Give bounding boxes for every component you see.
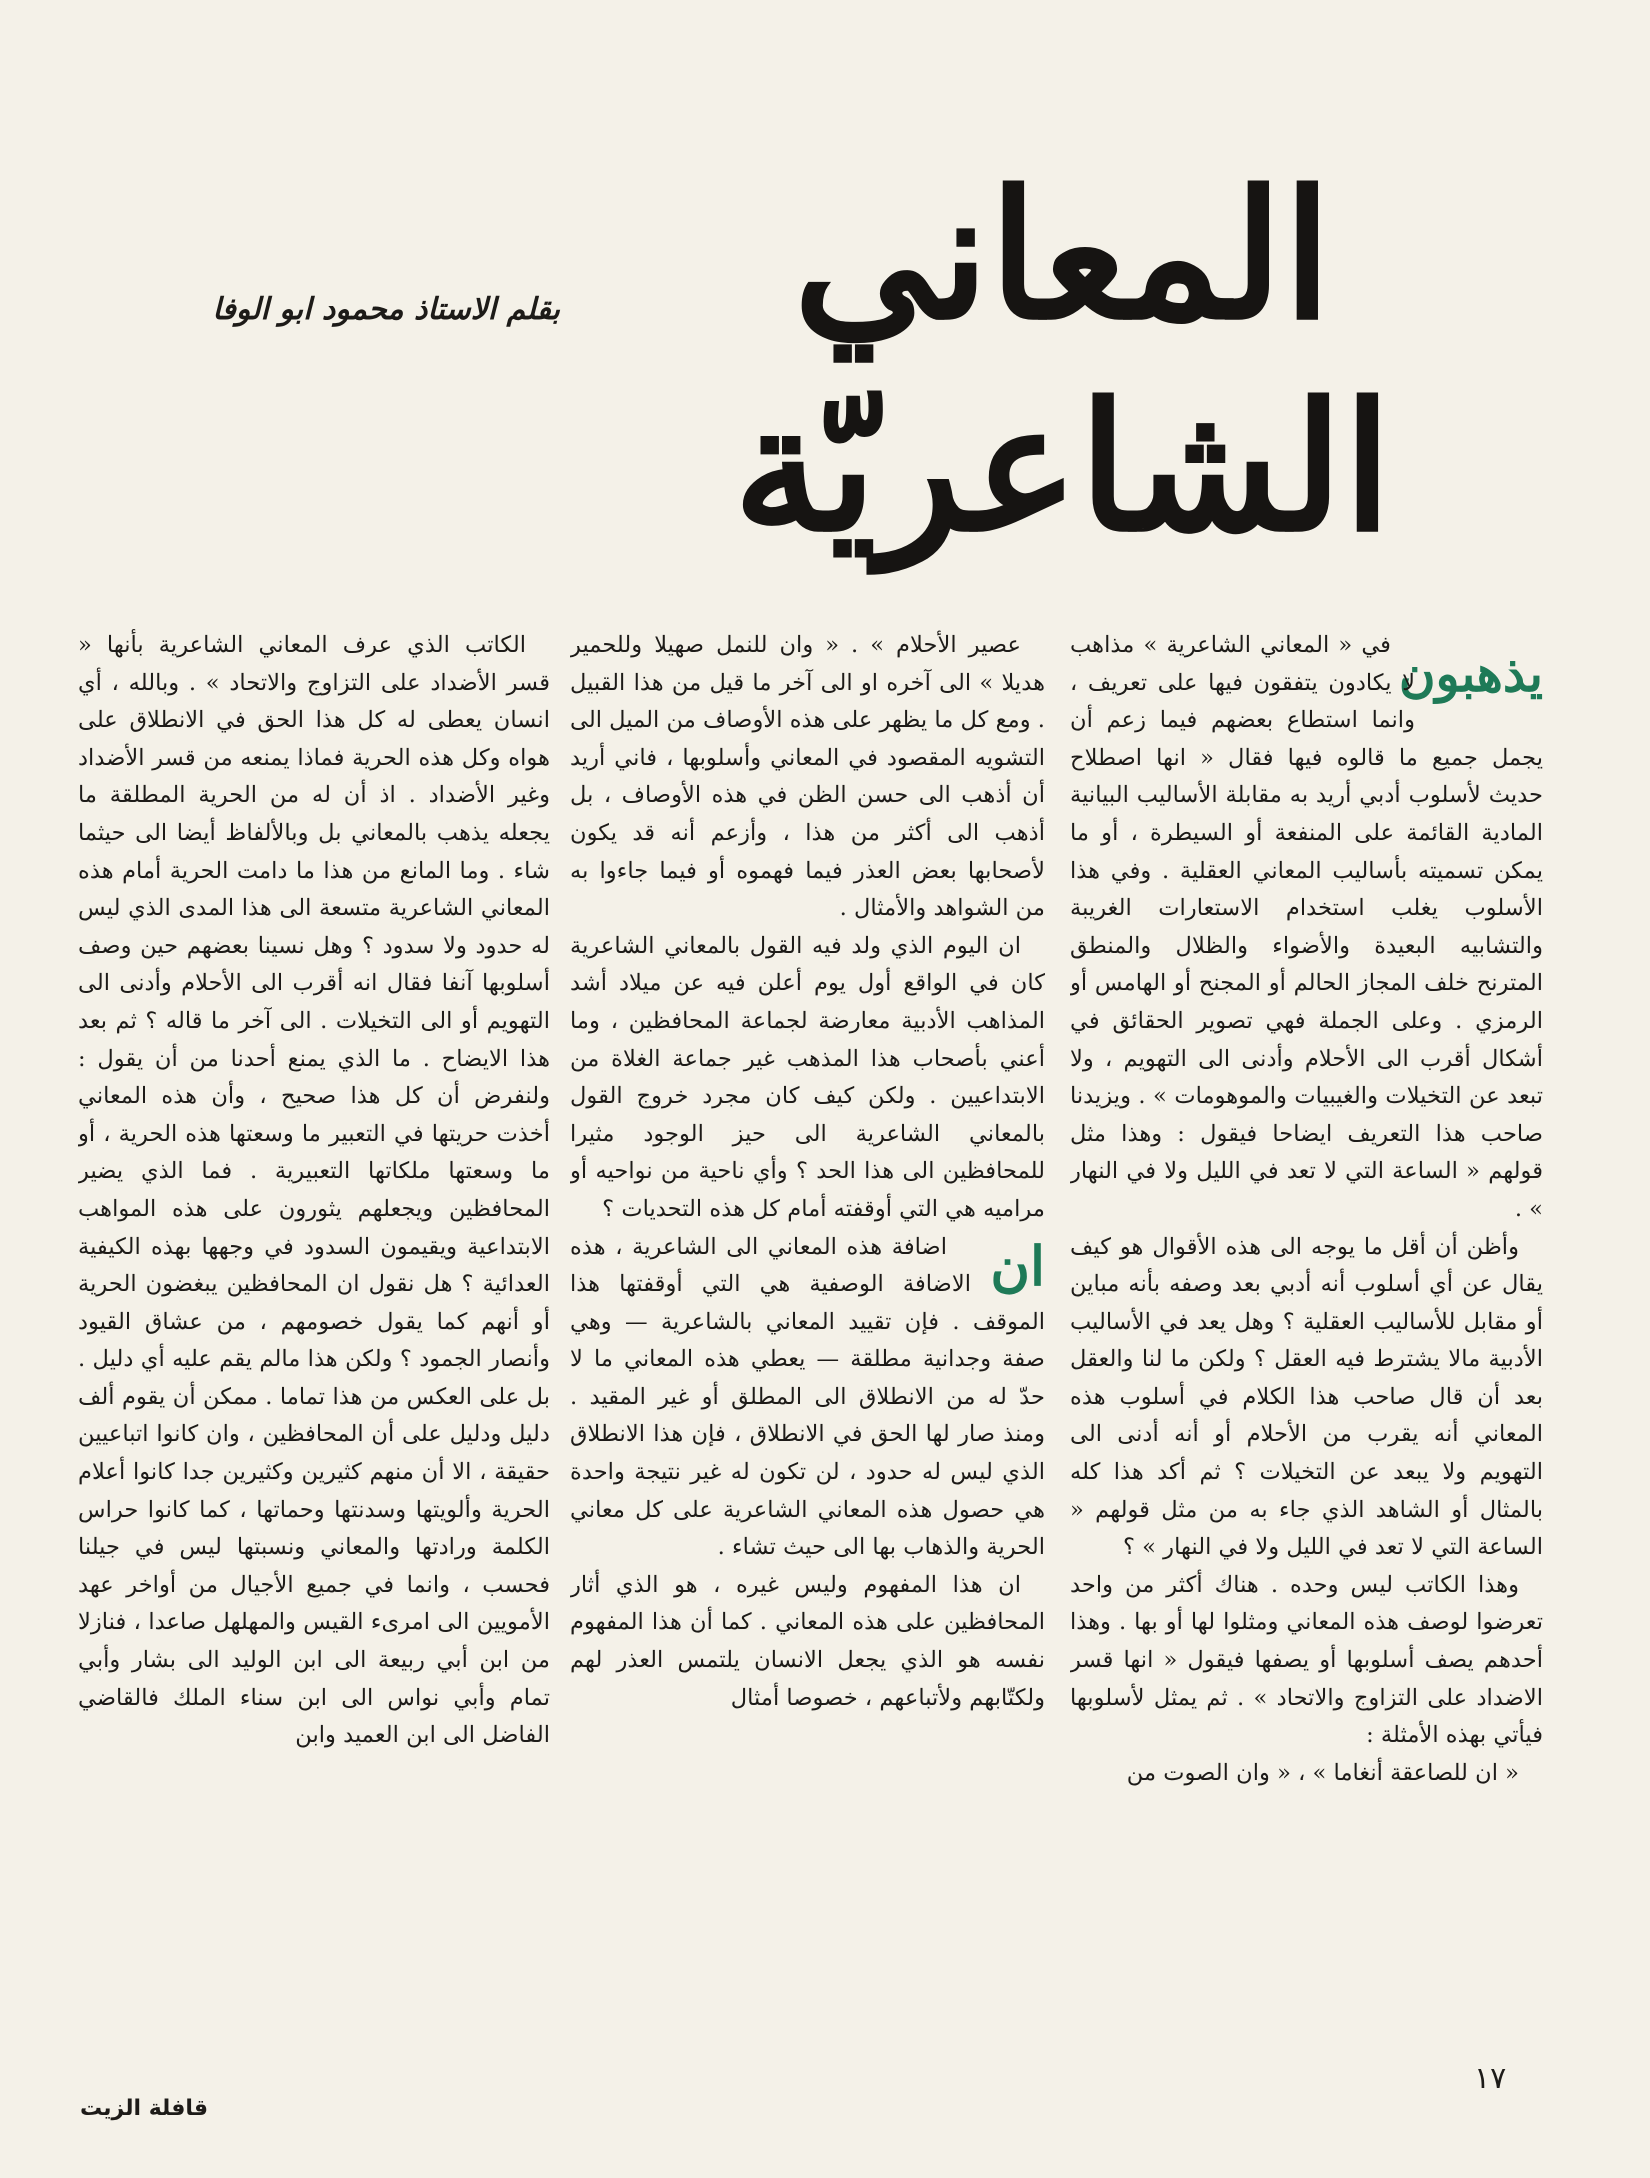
text-column-right [1070, 627, 1543, 2007]
drop-initial-middle: ان [990, 1233, 1045, 1298]
paragraph: عصير الأحلام » . « وان للنمل صهيلا وللحمير هديلا » الى آخره او الى آخر ما قيل من هذا القبيل . ومع كل ما يظهر على هذه الأوصاف من الميل الى التشويه المقصود في المعاني وأسلوبها ، فاني أريد أن أذهب الى حسن الظن في هذه الأوصاف ، بل أذهب الى أكثر من هذا ، وأزعم أنه قد يكون لأصحابها بعض العذر فيما فهموه أو فيما جاءوا به من الشواهد والأمثال . [570, 632, 1045, 922]
paragraph: « ان للصاعقة أنغاما » ، « وان الصوت من [1126, 1759, 1519, 1786]
paragraph: في « المعاني الشاعرية » مذاهب لا يكادون يتفقون فيها على تعريف ، وانما استطاع بعضهم فيما زعم أن يجمل جميع ما قالوه فيها فقال « انها اصطلاح حديث لأسلوب أدبي أريد به مقابلة الأساليب البيانية المادية القائمة على المنفعة أو السيطرة ، أو ما يمكن تسميته بأساليب المعاني العقلية . وفي هذا الأسلوب يغلب استخدام الاستعارات الغريبة والتشابيه البعيدة والأضواء والظلال والمنطق المترنح خلف المجاز الحالم أو المجنح أو الهامس أو الرمزي . وعلى الجملة فهي تصوير الحقائق في أشكال أقرب الى الأحلام وأدنى الى التهويم ، ولا تبعد عن التخيلات والغيبيات والموهومات » . ويزيدنا صاحب هذا التعريف ايضاحا فيقول : وهذا مثل قولهم « الساعة التي لا تعد في الليل ولا في النهار » . [1070, 632, 1543, 1222]
article-title-line-1: المعاني [793, 152, 1332, 359]
text-column-middle [570, 627, 1045, 2007]
text-column-left [78, 627, 550, 2007]
article-byline: بقلم الاستاذ محمود ابو الوفا [212, 292, 560, 327]
paragraph: ان هذا المفهوم وليس غيره ، هو الذي أثار المحافظين على هذه المعاني . كما أن هذا المفهوم نفسه هو الذي يجعل الانسان يلتمس العذر لهم ولكتّابهم ولأتباعهم ، خصوصا أمثال [570, 1571, 1045, 1711]
drop-initial-right: يذهبون [1398, 644, 1543, 703]
paragraph: اضافة هذه المعاني الى الشاعرية ، هذه الاضافة الوصفية هي التي أوقفتها هذا الموقف . فإن تقييد المعاني بالشاعرية — وهي صفة وجدانية مطلقة — يعطي هذه المعاني ما لا حدّ له من الانطلاق الى المطلق أو غير المقيد . ومنذ صار لها الحق في الانطلاق ، فإن هذا الانطلاق الذي ليس له حدود ، لن تكون له غير نتيجة واحدة هي حصول هذه المعاني الشاعرية على كل معاني الحرية والذهاب بها الى حيث تشاء . [570, 1233, 1045, 1561]
paragraph: وأظن أن أقل ما يوجه الى هذه الأقوال هو كيف يقال عن أي أسلوب أنه أدبي بعد وصفه بأنه مباين أو مقابل للأساليب العقلية ؟ وهل يعد في الأساليب الأدبية مالا يشترط فيه العقل ؟ ولكن ما لنا والعقل بعد أن قال صاحب هذا الكلام في أسلوب هذه المعاني أنه يقرب من الأحلام أو أنه أدنى الى التهويم ولا يبعد عن التخيلات ؟ ثم أكد هذا كله بالمثال أو الشاهد الذي جاء به من مثل قولهم « الساعة التي لا تعد في الليل ولا في النهار » ؟ [1070, 1233, 1543, 1561]
article-title [585, 150, 1540, 590]
article-title-line-2: الشاعريّة [733, 364, 1392, 571]
page-number: ١٧ [1474, 2061, 1507, 2096]
paragraph: الكاتب الذي عرف المعاني الشاعرية بأنها « قسر الأضداد على التزاوج والاتحاد » . وبالله ، أي انسان يعطى له كل هذا الحق في الانطلاق على هواه وكل هذه الحرية فماذا يمنعه من قسر الأضداد وغير الأضداد . اذ أن له من الحرية المطلقة ما يجعله يذهب بالمعاني بل وبالألفاظ أيضا الى حيثما شاء . وما المانع من هذا ما دامت الحرية أمام هذه المعاني الشاعرية متسعة الى هذا المدى الذي ليس له حدود ولا سدود ؟ وهل نسينا بعضهم حين وصف أسلوبها آنفا فقال انه أقرب الى الأحلام وأدنى الى التهويم أو الى التخيلات . الى آخر ما قاله ؟ ثم بعد هذا الايضاح . ما الذي يمنع أحدنا من أن يقول : ولنفرض أن كل هذا صحيح ، وأن هذه المعاني أخذت حريتها في التعبير ما وسعتها هذه الحرية ، أو ما وسعتها ملكاتها التعبيرية . فما الذي يضير المحافظين ويجعلهم يثورون على هذه المواهب الابتداعية ويقيمون السدود في وجهها بهذه الكيفية العدائية ؟ هل نقول ان المحافظين يبغضون الحرية أو أنهم كما يقول خصومهم ، من عشاق القيود وأنصار الجمود ؟ ولكن هذا مالم يقم عليه أي دليل . بل على العكس من هذا تماما . ممكن أن يقوم ألف دليل ودليل على أن المحافظين ، وان كانوا اتباعيين حقيقة ، الا أن منهم كثيرين وكثيرين جدا كانوا أعلام الحرية وألويتها وسدنتها وحماتها ، كما كانوا حراس الكلمة ورادتها والمعاني ونسبتها ليس في جيلنا فحسب ، وانما في جميع الأجيال من أواخر عهد الأمويين الى امرىء القيس والمهلهل صاعدا ، فنازلا من ابن أبي ربيعة الى ابن الوليد الى بشار وأبي تمام وأبي نواس الى ابن سناء الملك فالقاضي الفاضل الى ابن العميد وابن [78, 632, 550, 1749]
paragraph: ان اليوم الذي ولد فيه القول بالمعاني الشاعرية كان في الواقع أول يوم أعلن فيه عن ميلاد أشد المذاهب الأدبية معارضة لجماعة المحافظين ، وما أعني بأصحاب هذا المذهب غير جماعة الغلاة من الابتداعيين . ولكن كيف كان مجرد خروج القول بالمعاني الشاعرية الى حيز الوجود مثيرا للمحافظين الى هذا الحد ؟ وأي ناحية من نواحيه أو مراميه هي التي أوقفته أمام كل هذه التحديات ؟ [570, 932, 1045, 1222]
paragraph: وهذا الكاتب ليس وحده . هناك أكثر من واحد تعرضوا لوصف هذه المعاني ومثلوا لها أو بها . وهذا أحدهم يصف أسلوبها أو يصفها فيقول « انها قسر الاضداد على التزاوج والاتحاد » . ثم يمثل لأسلوبها فيأتي بهذه الأمثلة : [1070, 1571, 1543, 1749]
magazine-name: قافلة الزيت [80, 2096, 209, 2121]
